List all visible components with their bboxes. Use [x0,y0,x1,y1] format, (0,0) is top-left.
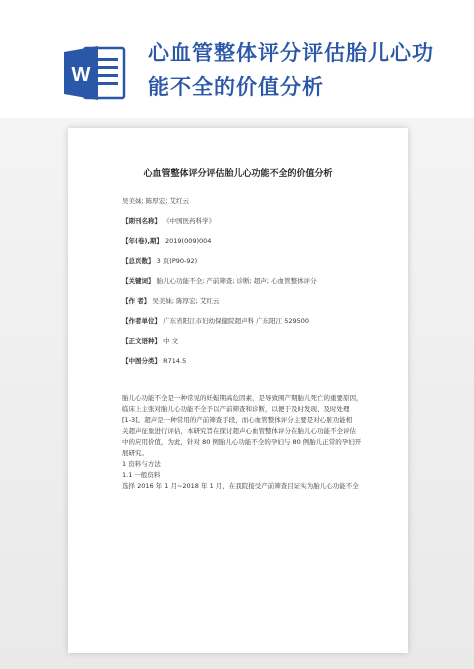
meta-key: 【期刊名称】 [122,217,161,225]
meta-value: 胎儿心功能不全; 产前筛查; 诊断; 超声; 心血管整体评分 [156,277,317,285]
page-title [148,36,448,104]
subsection-heading: 1.1 一般资料 [122,471,161,479]
document-title: 心血管整体评分评估胎儿心功能不全的价值分析 [143,169,333,179]
authors-line: 吴美妹; 陈厚宏; 艾红云 [122,197,190,205]
meta-row-keywords [122,276,382,285]
meta-row-affiliation [122,316,382,325]
meta-key: 【中图分类】 [122,357,161,365]
meta-row-authors [122,296,382,305]
meta-row-pages [122,256,382,265]
body-line: 选择 2016 年 1 月~2018 年 1 月，在我院接受产前筛查目证实为胎儿心功能不全 [122,482,359,490]
meta-row-language [122,336,382,345]
section-heading: 1 资料与方法 [122,460,161,468]
meta-key: 【正文语种】 [122,337,161,345]
document-page [68,128,408,653]
document-body [122,393,372,492]
svg-text:W: W [71,64,91,86]
page-title-line-1: 心血管整体评分评估胎儿心功 [148,41,434,65]
body-line: 展研究。 [122,449,148,457]
body-line: 关超声征象进行评估，本研究旨在探讨超声心血管整体评分在胎儿心功能不全评估 [122,427,356,435]
header-banner [0,0,474,118]
body-line: 中的应用价值，为此，针对 80 例胎儿心功能不全的孕妇与 80 例胎儿正常的孕妇开 [122,438,362,446]
word-icon [62,44,126,102]
meta-value: 中 文 [163,337,179,345]
meta-key: 【作 者】 [122,297,151,305]
meta-key: 【总页数】 [122,257,155,265]
body-line: 胎儿心功能不全是一种常见的妊娠期高危因素，是导致围产期胎儿死亡的重要原因， [122,394,363,402]
meta-value: R714.5 [163,357,187,365]
meta-value: 吴美妹; 陈厚宏; 艾红云 [152,297,220,305]
body-line: 临床上主张对胎儿心功能不全予以产前筛查和诊断，以便于及时发现、及时处理 [122,405,350,413]
meta-row-volume [122,236,382,245]
meta-key: 【年(卷),期】 [122,237,163,245]
meta-value: 广东省阳江市妇幼保健院超声科 广东阳江 529500 [163,317,310,325]
meta-value: 《中国医药科学》 [163,217,216,225]
page-title-line-2: 能不全的价值分析 [148,75,324,99]
meta-key: 【关键词】 [122,277,155,285]
meta-row-classification [122,356,382,365]
meta-key: 【作者单位】 [122,317,161,325]
meta-value: 2019(009)004 [165,237,212,245]
body-line: [1-3]。超声是一种常用的产前筛查手段，而心血管整体评分主要是对心脏功能相 [122,416,353,424]
meta-value: 3 页(P90-92) [156,257,198,265]
meta-row-journal [122,216,382,225]
